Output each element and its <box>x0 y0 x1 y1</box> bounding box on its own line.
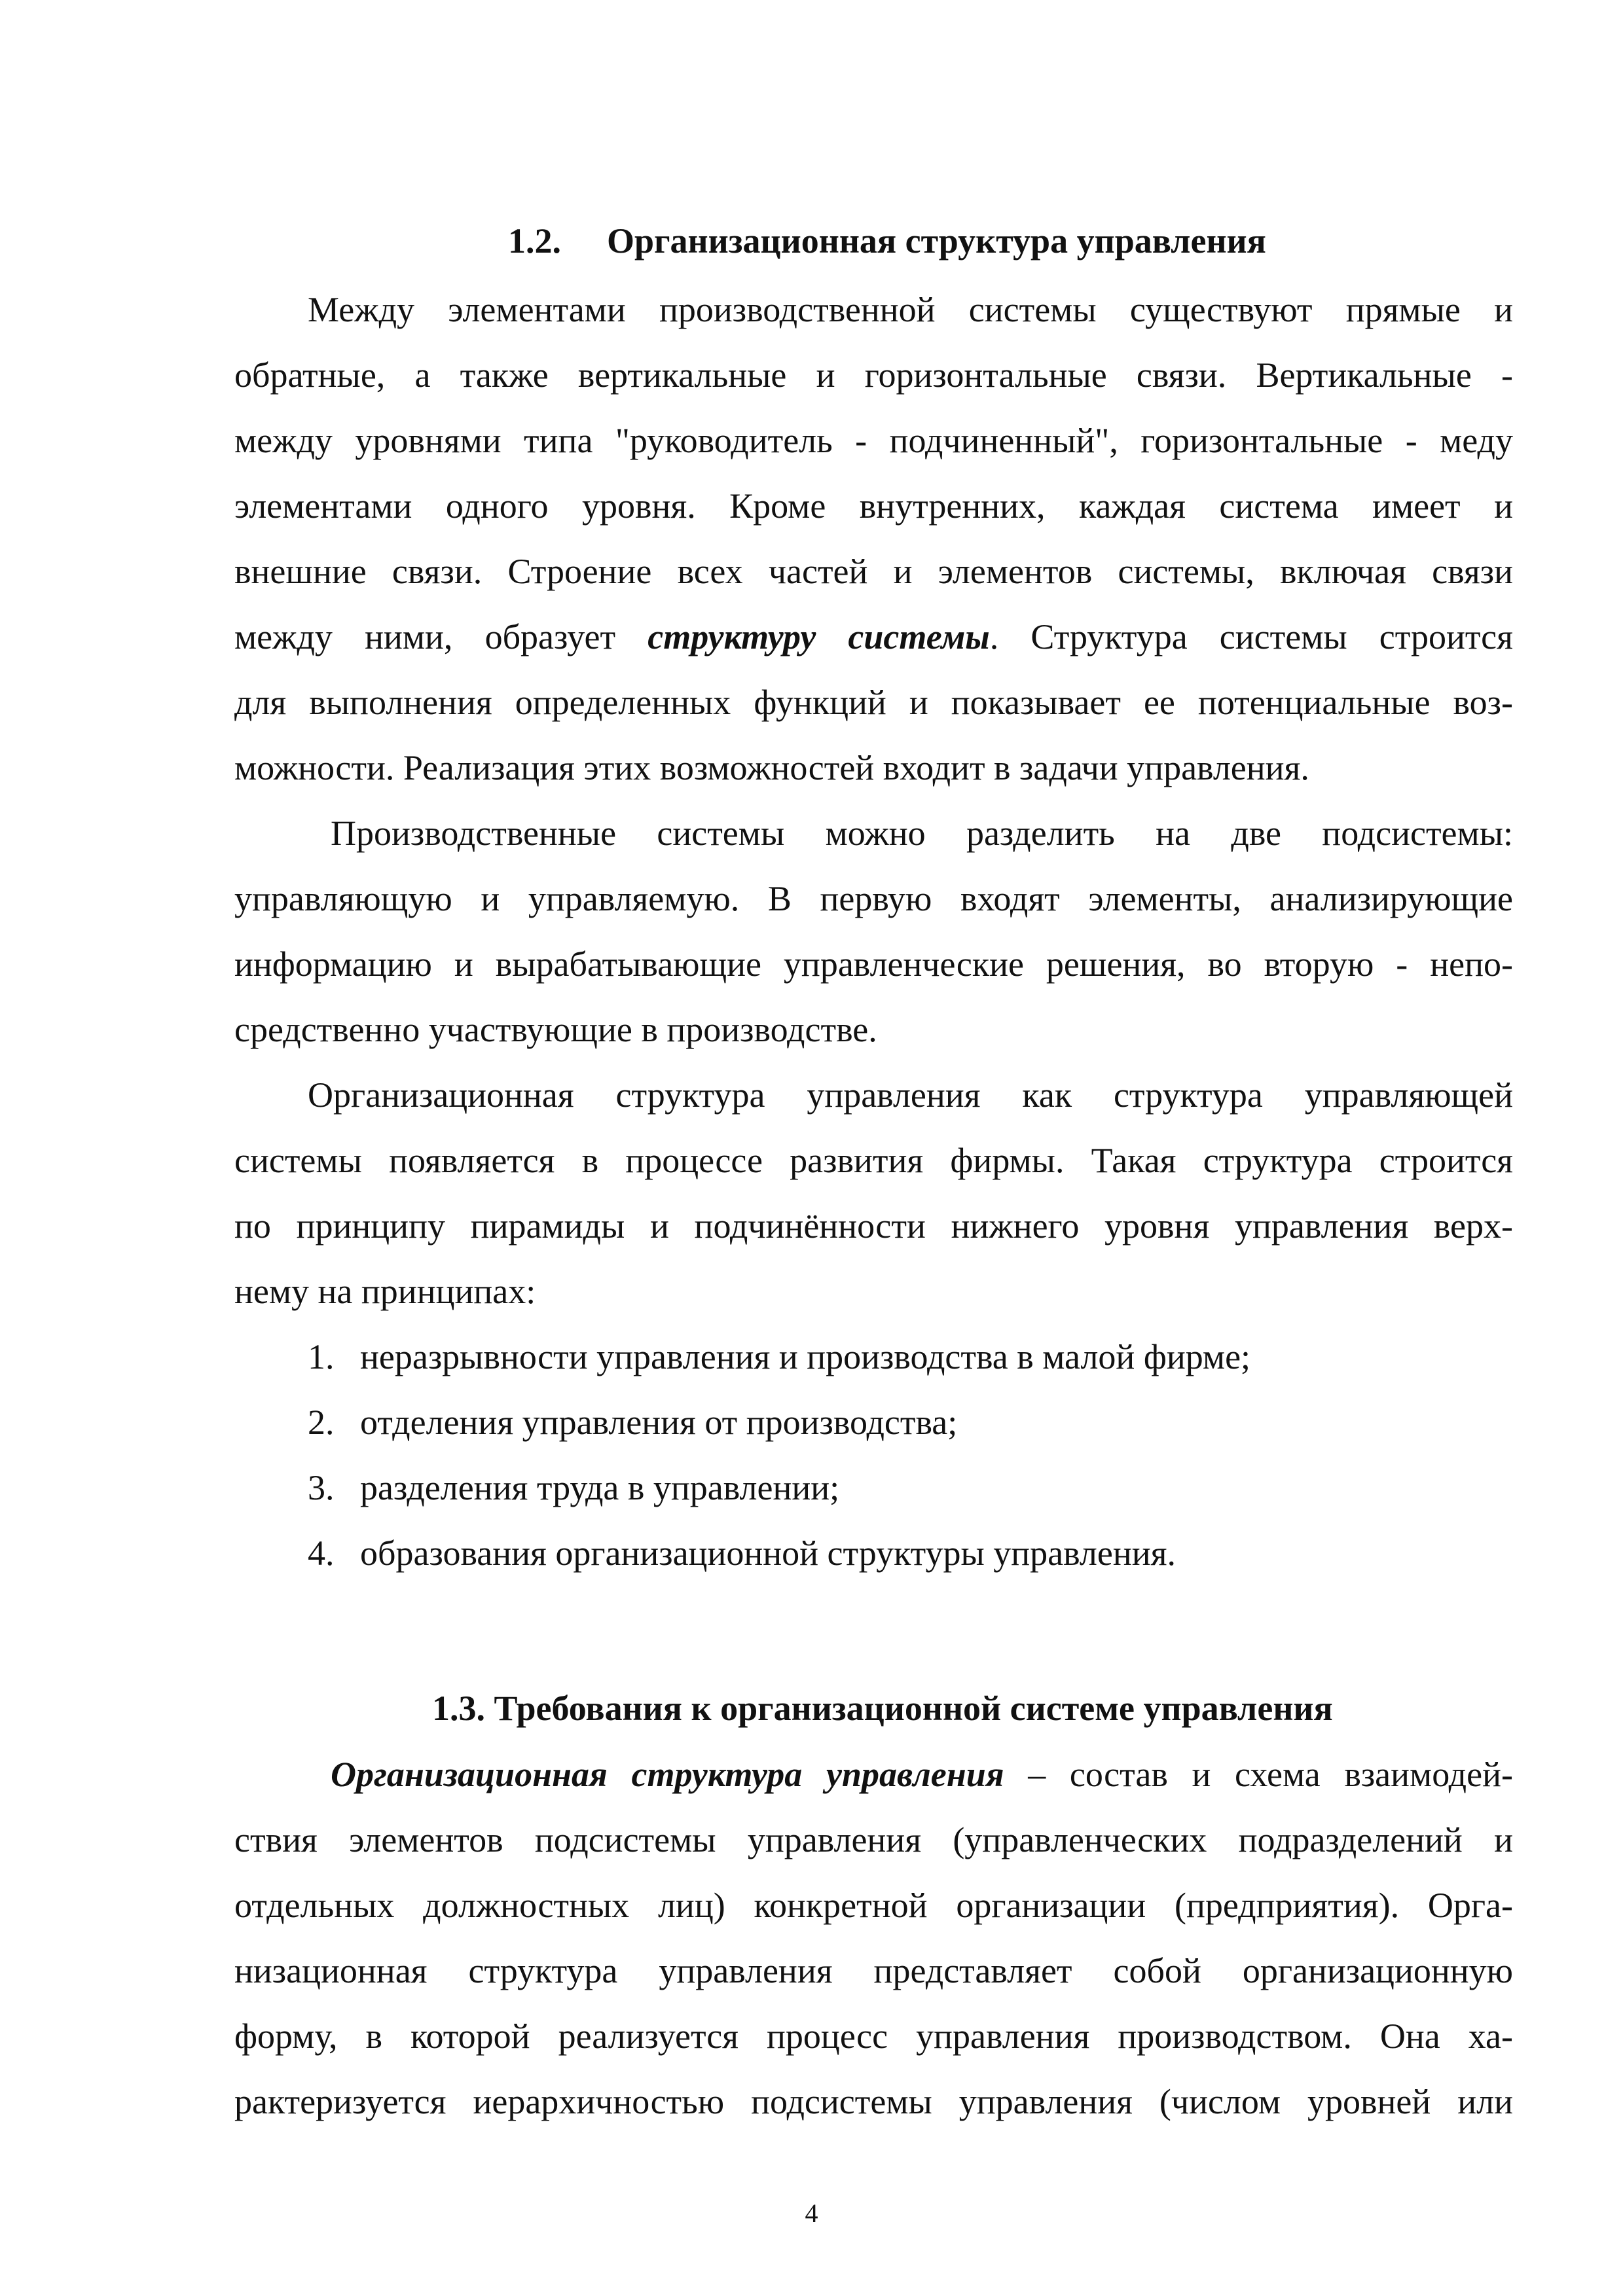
line-text: – состав и схема взаимодей- <box>1004 1755 1513 1794</box>
paragraph-line: между уровнями типа "руководитель - подчиненный", горизонтальные - меду <box>234 421 1513 460</box>
paragraph-line <box>331 1753 1513 1796</box>
paragraph-line: информацию и вырабатывающие управленческие решения, во вторую - непо- <box>234 944 1513 984</box>
emphasis-term: Организационная структура управления <box>331 1755 1004 1794</box>
paragraph-line <box>234 615 1513 658</box>
paragraph-line: внешние связи. Строение всех частей и элементов системы, включая связи <box>234 552 1513 591</box>
paragraph-line: нему на принципах: <box>234 1272 536 1311</box>
list-text: неразрывности управления и производства в малой фирме; <box>360 1337 1251 1376</box>
paragraph-line: средственно участвующие в производстве. <box>234 1010 877 1049</box>
list-number: 1. <box>308 1337 335 1376</box>
list-item <box>308 1532 1176 1575</box>
line-text: между ними, образует <box>234 617 648 656</box>
paragraph-line: низационная структура управления представляет собой организационную <box>234 1951 1513 1990</box>
section-1-2-number: 1.2. <box>508 221 561 260</box>
paragraph-line: форму, в которой реализуется процесс управления производством. Она ха- <box>234 2017 1513 2056</box>
section-1-2-heading <box>508 221 1266 260</box>
paragraph-line: Производственные системы можно разделить на две подсистемы: <box>331 814 1513 853</box>
line-text: . Структура системы строится <box>989 617 1513 656</box>
list-item <box>308 1466 839 1509</box>
list-text: разделения труда в управлении; <box>360 1468 840 1507</box>
paragraph-line: отдельных должностных лиц) конкретной организации (предприятия). Орга- <box>234 1886 1513 1925</box>
list-number: 2. <box>308 1403 335 1442</box>
paragraph-line: для выполнения определенных функций и показывает ее потенциальные воз- <box>234 683 1513 722</box>
paragraph-line: управляющую и управляемую. В первую входят элементы, анализирующие <box>234 879 1513 918</box>
paragraph-line: рактеризуется иерархичностью подсистемы управления (числом уровней или <box>234 2082 1513 2121</box>
list-number: 3. <box>308 1468 335 1507</box>
list-item <box>308 1401 957 1444</box>
emphasis-term: структуру системы <box>647 617 990 656</box>
paragraph-line: по принципу пирамиды и подчинённости нижнего уровня управления верх- <box>234 1206 1513 1246</box>
paragraph-line: Организационная структура управления как структура управляющей <box>308 1075 1513 1115</box>
paragraph-line: Между элементами производственной системы существуют прямые и <box>308 290 1513 329</box>
section-1-2-title: Организационная структура управления <box>607 221 1266 260</box>
list-text: образования организационной структуры управления. <box>360 1534 1176 1573</box>
list-item <box>308 1335 1250 1378</box>
section-1-3-heading: 1.3. Требования к организационной системе управления <box>432 1689 1333 1728</box>
paragraph-line: можности. Реализация этих возможностей входит в задачи управления. <box>234 748 1309 787</box>
paragraph-line: обратные, а также вертикальные и горизонтальные связи. Вертикальные - <box>234 355 1513 395</box>
paragraph-line: элементами одного уровня. Кроме внутренних, каждая система имеет и <box>234 486 1513 526</box>
page-number: 4 <box>805 2198 818 2228</box>
paragraph-line: системы появляется в процессе развития фирмы. Такая структура строится <box>234 1141 1513 1180</box>
paragraph-line: ствия элементов подсистемы управления (управленческих подразделений и <box>234 1820 1513 1859</box>
list-text: отделения управления от производства; <box>360 1403 958 1442</box>
list-number: 4. <box>308 1534 335 1573</box>
